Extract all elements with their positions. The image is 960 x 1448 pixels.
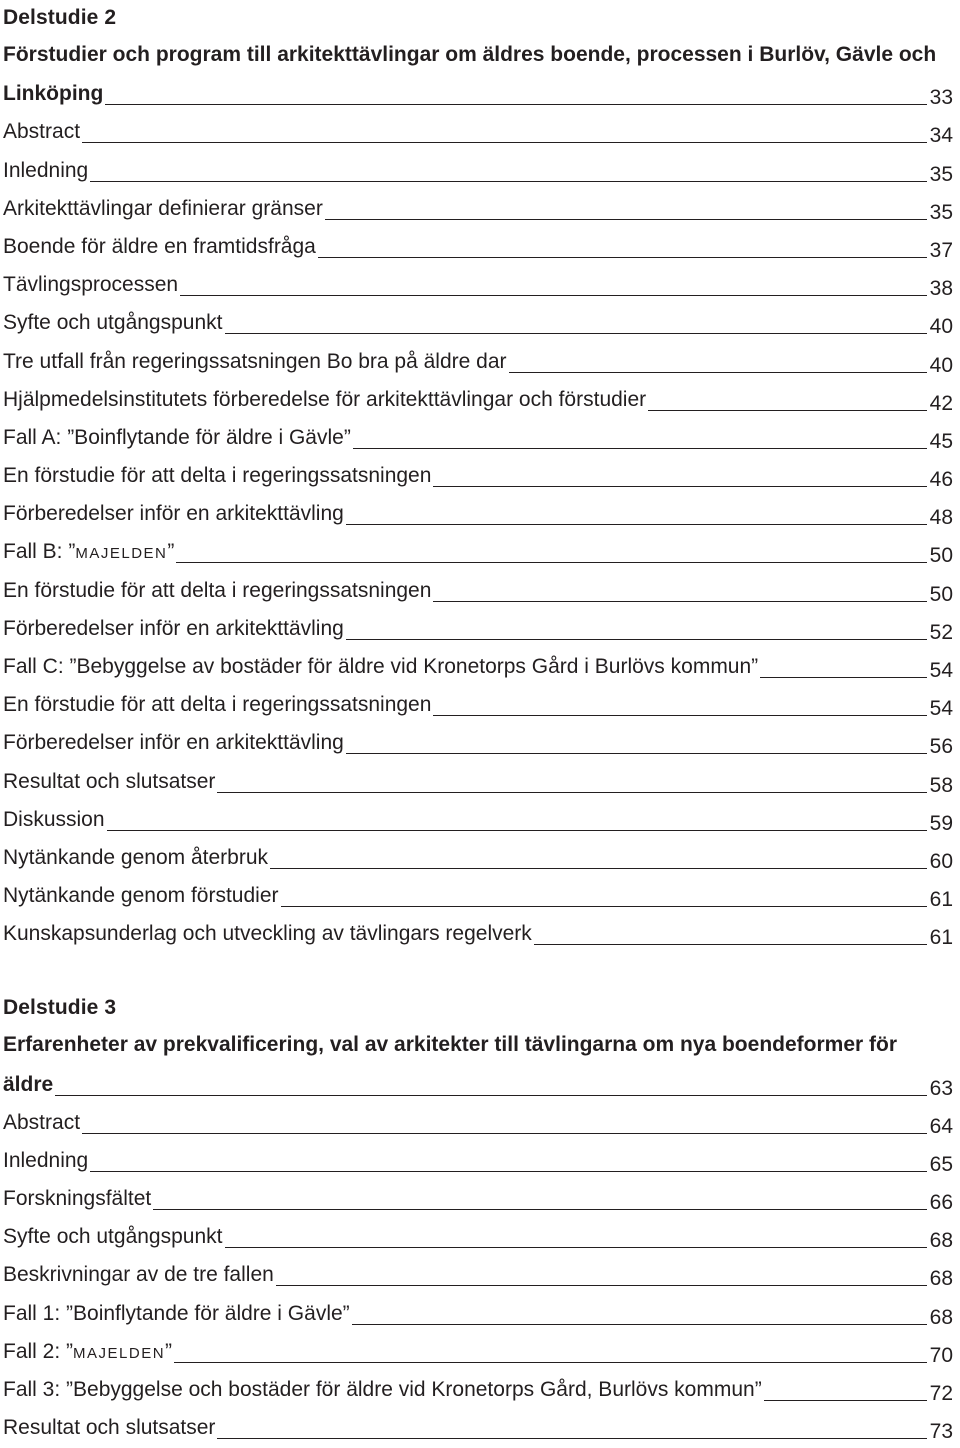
toc-entry-text: Fall 3: ”Bebyggelse och bostäder för äldre vid Kronetorps Gård, Burlövs kommun” xyxy=(3,1378,762,1401)
toc-entry-text: Resultat och slutsatser xyxy=(3,1416,216,1440)
toc-entry[interactable] xyxy=(3,1064,953,1102)
toc-entry[interactable] xyxy=(3,1217,953,1255)
toc-entry-text: En förstudie för att delta i regeringssatsningen xyxy=(3,693,432,717)
toc-entry-text: Inledning xyxy=(3,1148,89,1172)
toc-entry-page: 56 xyxy=(929,735,953,759)
toc-entry-page: 40 xyxy=(929,315,953,339)
toc-entry-text: Fall 1: ”Boinflytande för äldre i Gävle” xyxy=(3,1301,350,1325)
toc-entry-text: Tävlingsprocessen xyxy=(3,273,179,297)
toc-entry-page: 66 xyxy=(929,1191,953,1215)
toc-entry[interactable] xyxy=(3,914,953,952)
toc-entry-text: Kunskapsunderlag och utveckling av tävlingars regelverk xyxy=(3,922,532,946)
leader-line xyxy=(353,448,927,449)
toc-entry-page: 68 xyxy=(929,1229,953,1253)
leader-line xyxy=(509,372,927,373)
toc-entry-page: 70 xyxy=(929,1343,953,1367)
table-of-contents xyxy=(3,0,953,1446)
leader-line xyxy=(281,906,928,907)
leader-line xyxy=(433,715,927,716)
leader-line xyxy=(433,486,927,487)
leader-line xyxy=(153,1209,927,1210)
toc-entry-text: Abstract xyxy=(3,1110,81,1134)
toc-entry-page: 54 xyxy=(929,697,953,721)
toc-entry-text: Fall A: ”Boinflytande för äldre i Gävle” xyxy=(3,425,351,449)
leader-line xyxy=(325,219,927,220)
toc-entry-text: äldre xyxy=(3,1072,54,1096)
leader-line xyxy=(433,601,927,602)
toc-entry-page: 54 xyxy=(929,659,953,682)
leader-line xyxy=(225,1247,928,1248)
leader-line xyxy=(55,1095,927,1096)
leader-line xyxy=(346,639,927,640)
toc-entry-text: Förberedelser inför en arkitekttävling xyxy=(3,731,344,755)
toc-entry-page: 73 xyxy=(929,1420,953,1444)
toc-entry-page: 68 xyxy=(929,1267,953,1291)
leader-line xyxy=(225,333,928,334)
toc-entry-text-prefix: Fall B: ” xyxy=(3,540,76,564)
leader-line xyxy=(107,830,927,831)
section-gap xyxy=(3,952,953,990)
toc-entry-page: 59 xyxy=(929,811,953,835)
toc-entry[interactable] xyxy=(3,647,953,685)
toc-list xyxy=(3,112,953,952)
toc-entry-page: 52 xyxy=(929,620,953,644)
toc-entry-page: 35 xyxy=(929,200,953,224)
toc-entry[interactable] xyxy=(3,1370,953,1408)
leader-line xyxy=(276,1285,927,1286)
toc-entry-text: Förberedelser inför en arkitekttävling xyxy=(3,616,344,640)
toc-entry[interactable] xyxy=(3,265,953,303)
toc-entry-page: 33 xyxy=(929,86,953,110)
toc-entry[interactable] xyxy=(3,838,953,876)
toc-entry-page: 60 xyxy=(929,849,953,873)
toc-entry-text: En förstudie för att delta i regeringssatsningen xyxy=(3,578,432,602)
toc-entry[interactable] xyxy=(3,189,953,227)
toc-entry-text: En förstudie för att delta i regeringssatsningen xyxy=(3,464,432,488)
toc-entry-text: Nytänkande genom förstudier xyxy=(3,884,279,908)
toc-entry[interactable] xyxy=(3,1332,953,1370)
toc-entry-page: 61 xyxy=(929,926,953,950)
toc-entry-page: 37 xyxy=(929,238,953,262)
section-study-3 xyxy=(3,990,953,1446)
toc-entry[interactable] xyxy=(3,1103,953,1141)
toc-entry[interactable] xyxy=(3,112,953,150)
toc-entry-text xyxy=(3,540,174,570)
toc-entry-page: 58 xyxy=(929,773,953,797)
toc-entry-text: Forskningsfältet xyxy=(3,1187,152,1211)
toc-entry-text: Hjälpmedelsinstitutets förberedelse för arkitekttävlingar och förstudier xyxy=(3,387,647,411)
leader-line xyxy=(82,142,927,143)
toc-entry-text: Resultat och slutsatser xyxy=(3,769,216,793)
toc-entry-page: 45 xyxy=(929,429,953,453)
toc-entry-page: 50 xyxy=(929,544,953,568)
toc-entry-text-smallcaps: majelden xyxy=(75,540,168,564)
toc-entry[interactable] xyxy=(3,303,953,341)
toc-entry[interactable] xyxy=(3,380,953,418)
section-study-2 xyxy=(3,0,953,952)
toc-entry-page: 65 xyxy=(929,1152,953,1176)
section-label: Delstudie 2 xyxy=(3,6,117,29)
toc-entry-page: 61 xyxy=(929,888,953,912)
toc-entry[interactable] xyxy=(3,800,953,838)
toc-entry-page: 46 xyxy=(929,468,953,492)
leader-line xyxy=(352,1324,927,1325)
leader-line xyxy=(105,104,927,105)
toc-entry[interactable] xyxy=(3,1408,953,1446)
toc-entry-text: Diskussion xyxy=(3,807,105,831)
leader-line xyxy=(90,1171,927,1172)
toc-entry-text: Fall C: ”Bebyggelse av bostäder för äldre vid Kronetorps Gård i Burlövs kommun” xyxy=(3,655,759,678)
toc-entry[interactable] xyxy=(3,1179,953,1217)
toc-entry-page: 68 xyxy=(929,1305,953,1329)
toc-entry-text: Beskrivningar av de tre fallen xyxy=(3,1263,274,1287)
toc-entry-text: Tre utfall från regeringssatsningen Bo bra på äldre dar xyxy=(3,349,507,373)
toc-entry-text-suffix: ” xyxy=(167,540,175,564)
toc-entry[interactable] xyxy=(3,570,953,608)
toc-entry-text: Boende för äldre en framtidsfråga xyxy=(3,234,316,258)
toc-entry[interactable] xyxy=(3,1141,953,1179)
toc-entry[interactable] xyxy=(3,150,953,188)
toc-entry-text: Arkitekttävlingar definierar gränser xyxy=(3,196,323,220)
toc-entry[interactable] xyxy=(3,494,953,532)
toc-entry[interactable] xyxy=(3,723,953,761)
leader-line xyxy=(217,1438,927,1439)
toc-entry-text-smallcaps: majelden xyxy=(73,1339,166,1363)
section-label: Delstudie 3 xyxy=(3,996,117,1020)
toc-entry-page: 40 xyxy=(929,353,953,377)
toc-entry-page: 38 xyxy=(929,277,953,301)
toc-entry[interactable] xyxy=(3,74,953,112)
leader-line xyxy=(82,1133,927,1134)
leader-line xyxy=(760,677,927,678)
toc-entry-text: Syfte och utgångspunkt xyxy=(3,311,223,335)
toc-entry-page: 50 xyxy=(929,582,953,606)
toc-entry-text-prefix: Fall 2: ” xyxy=(3,1339,74,1363)
toc-entry-text: Nytänkande genom återbruk xyxy=(3,845,268,869)
toc-entry-page: 34 xyxy=(929,124,953,148)
toc-entry-page: 63 xyxy=(929,1076,953,1100)
toc-entry-text xyxy=(3,1340,172,1370)
toc-entry[interactable] xyxy=(3,876,953,914)
toc-entry[interactable] xyxy=(3,341,953,379)
toc-entry-page: 48 xyxy=(929,506,953,530)
toc-entry[interactable] xyxy=(3,1255,953,1293)
toc-entry[interactable] xyxy=(3,532,953,570)
leader-line xyxy=(764,1400,927,1401)
toc-entry-text: Linköping xyxy=(3,82,104,106)
toc-entry[interactable] xyxy=(3,1293,953,1331)
leader-line xyxy=(648,410,927,411)
toc-entry-text: Syfte och utgångspunkt xyxy=(3,1225,223,1249)
leader-line xyxy=(217,792,927,793)
leader-line xyxy=(270,868,927,869)
leader-line xyxy=(346,524,927,525)
toc-list xyxy=(3,1103,953,1447)
leader-line xyxy=(534,944,927,945)
leader-line xyxy=(318,257,927,258)
toc-entry-page: 35 xyxy=(929,162,953,186)
leader-line xyxy=(180,295,927,296)
toc-entry[interactable] xyxy=(3,418,953,456)
toc-entry[interactable] xyxy=(3,609,953,647)
toc-entry[interactable] xyxy=(3,685,953,723)
leader-line xyxy=(346,753,927,754)
leader-line xyxy=(90,181,927,182)
toc-entry[interactable] xyxy=(3,227,953,265)
section-title: Erfarenheter av prekvalificering, val av arkitekter till tävlingarna om nya boendeformer för xyxy=(3,1033,897,1057)
toc-entry-text: Förberedelser inför en arkitekttävling xyxy=(3,502,344,526)
toc-entry-page: 64 xyxy=(929,1114,953,1138)
section-title: Förstudier och program till arkitekttävlingar om äldres boende, processen i Burlöv, Gävle och xyxy=(3,43,937,66)
toc-entry-page: 42 xyxy=(929,391,953,415)
toc-entry-page: 72 xyxy=(929,1382,953,1405)
leader-line xyxy=(176,562,927,563)
toc-entry-text: Inledning xyxy=(3,158,89,182)
leader-line xyxy=(174,1362,927,1363)
toc-entry[interactable] xyxy=(3,456,953,494)
toc-entry-text-suffix: ” xyxy=(165,1339,173,1363)
toc-entry-text: Abstract xyxy=(3,120,81,144)
toc-entry[interactable] xyxy=(3,761,953,799)
